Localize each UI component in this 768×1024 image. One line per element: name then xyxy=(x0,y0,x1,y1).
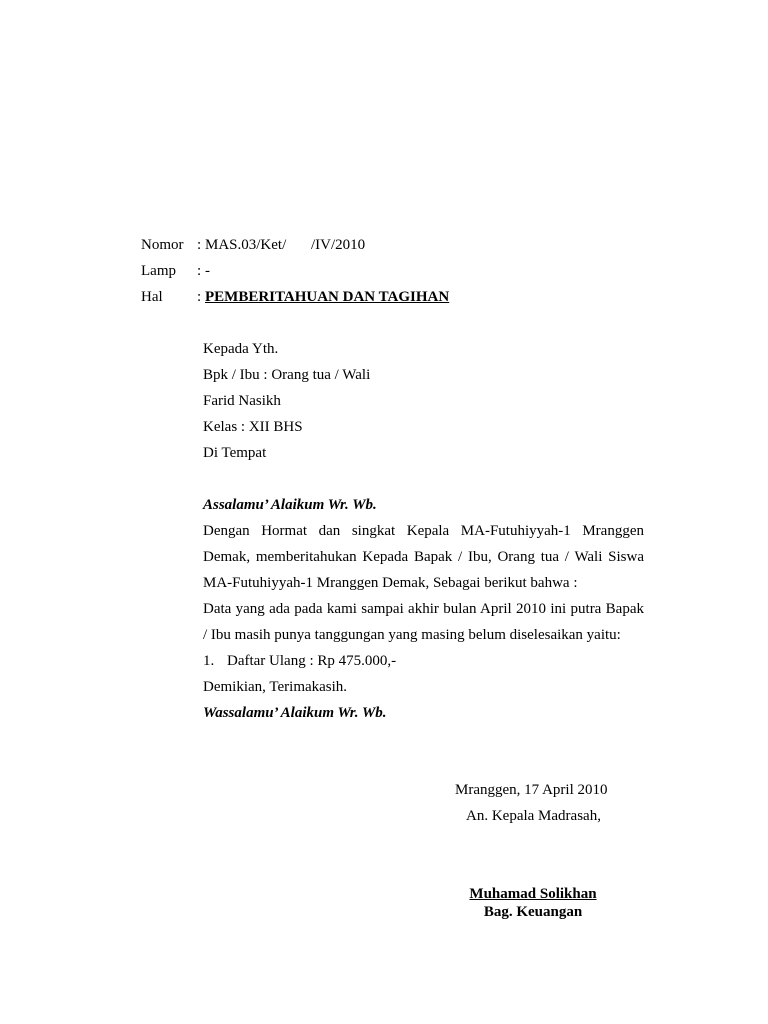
hal-label: Hal xyxy=(141,289,163,305)
recipient-class: Kelas : XII BHS xyxy=(203,419,303,435)
list-item-text: Daftar Ulang : Rp 475.000,- xyxy=(227,653,397,669)
recipient-line-1: Kepada Yth. xyxy=(203,341,279,357)
salam-closing: Wassalamu’ Alaikum Wr. Wb. xyxy=(203,705,387,721)
lamp-label: Lamp xyxy=(141,263,176,279)
recipient-name: Farid Nasikh xyxy=(203,393,281,409)
nomor-label: Nomor xyxy=(141,237,184,253)
signatory-role: Bag. Keuangan xyxy=(483,904,583,920)
closing-text: Demikian, Terimakasih. xyxy=(203,679,348,695)
signatory-name: Muhamad Solikhan xyxy=(469,886,597,902)
paragraph-1-line-1: Dengan Hormat dan singkat Kepala MA-Futuhiyyah-1 Mranggen xyxy=(203,523,644,539)
salam-opening: Assalamu’ Alaikum Wr. Wb. xyxy=(203,497,377,513)
recipient-place: Di Tempat xyxy=(203,445,267,461)
nomor-colon: : xyxy=(197,237,202,253)
list-item-number: 1. xyxy=(203,653,215,669)
recipient-line-2: Bpk / Ibu : Orang tua / Wali xyxy=(203,367,371,383)
nomor-value: MAS.03/Ket/ xyxy=(205,237,287,253)
hal-colon: : xyxy=(197,289,202,305)
lamp-colon: : xyxy=(197,263,202,279)
place-date: Mranggen, 17 April 2010 xyxy=(455,782,608,798)
paragraph-2-line-2: / Ibu masih punya tanggungan yang masing belum diselesaikan yaitu: xyxy=(203,627,621,643)
paragraph-1-line-2: Demak, memberitahukan Kepada Bapak / Ibu, Orang tua / Wali Siswa xyxy=(203,549,644,565)
on-behalf-of: An. Kepala Madrasah, xyxy=(466,808,601,824)
paragraph-2-line-1: Data yang ada pada kami sampai akhir bulan April 2010 ini putra Bapak xyxy=(203,601,644,617)
nomor-value-suffix: /IV/2010 xyxy=(311,237,366,253)
lamp-value: - xyxy=(205,263,210,279)
hal-value: PEMBERITAHUAN DAN TAGIHAN xyxy=(205,289,450,305)
paragraph-1-line-3: MA-Futuhiyyah-1 Mranggen Demak, Sebagai berikut bahwa : xyxy=(203,575,578,591)
